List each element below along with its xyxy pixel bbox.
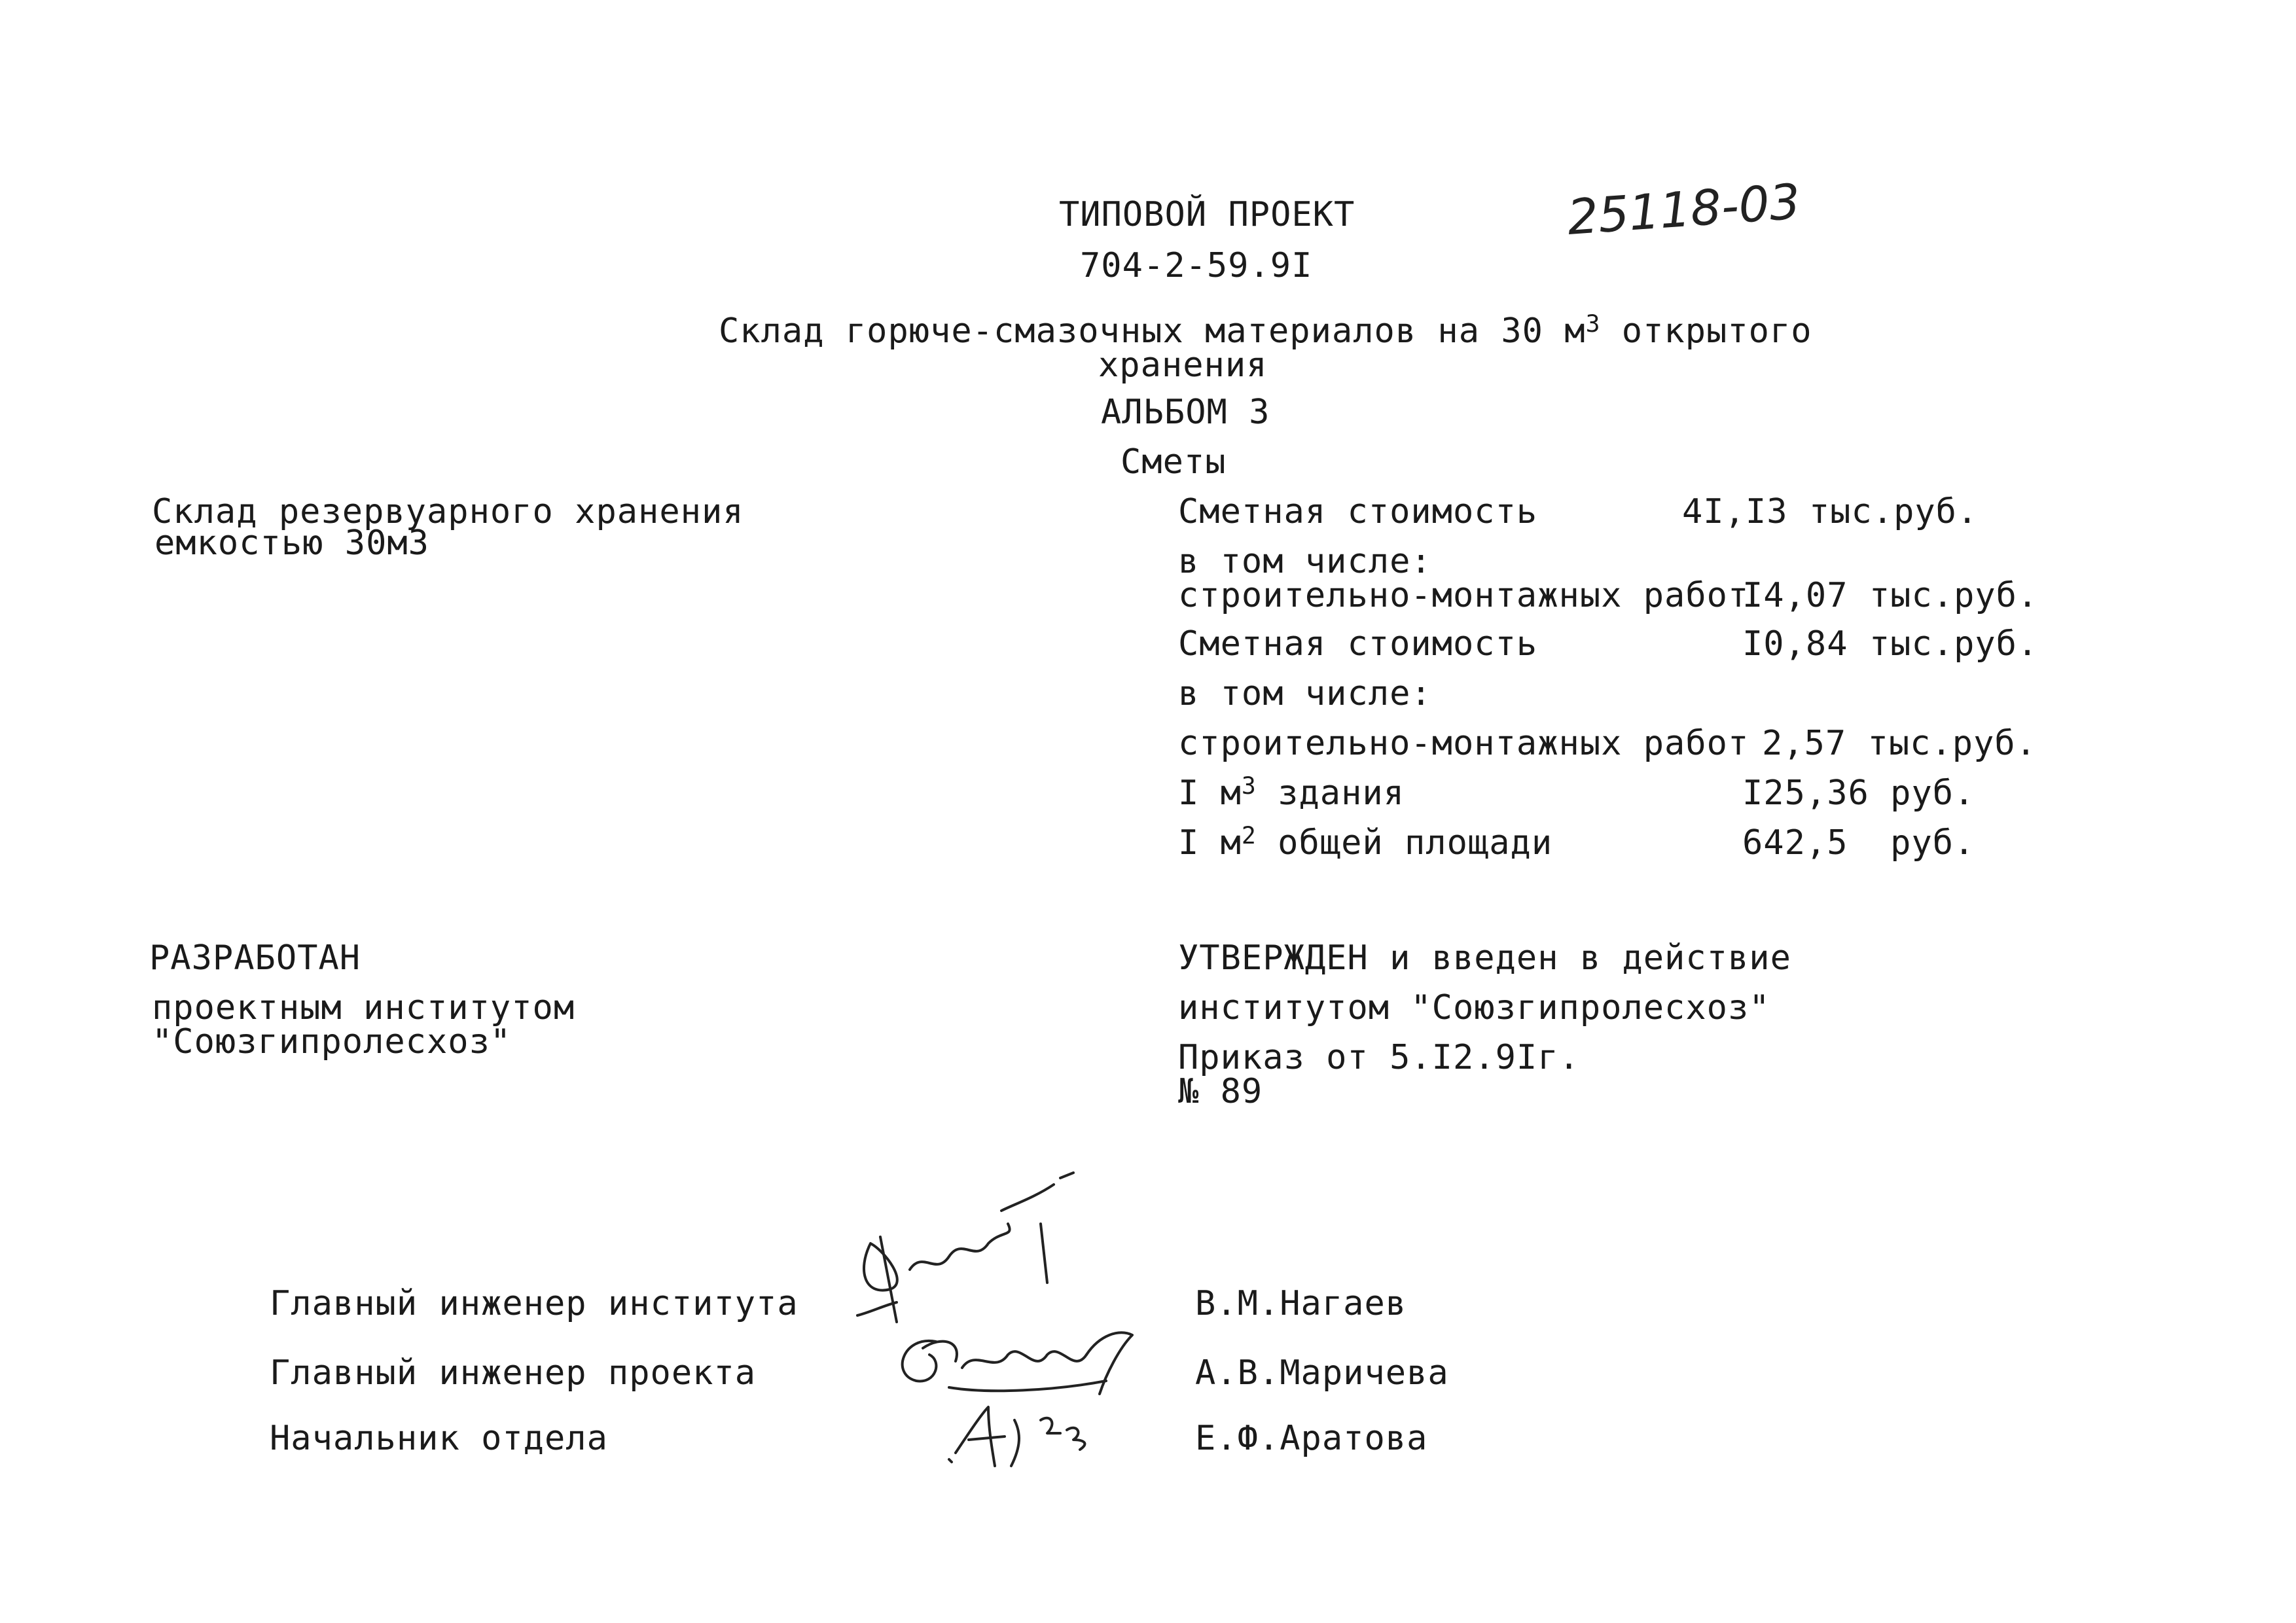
cost-value-5: I25,36 руб. [1742, 774, 1975, 813]
cost-value-6: 642,5 руб. [1742, 823, 1975, 863]
handwritten-signature-1 [844, 1171, 1080, 1342]
signature-position-1: Главный инженер института [270, 1284, 798, 1323]
developed-line2: "Союзгипролесхоз" [152, 1022, 512, 1061]
developed-line1: проектным институтом [152, 988, 575, 1027]
cost-value-1: 4I,I3 тыс.руб. [1682, 492, 1979, 531]
signature-name-2: А.В.Маричева [1195, 1353, 1449, 1393]
album-label: АЛЬБОМ 3 [1101, 393, 1270, 432]
approved-line2: институтом "Союзгипролесхоз" [1178, 988, 1770, 1027]
cost-label-2: строительно-монтажных работ [1178, 576, 1749, 615]
cost-label-1: Сметная стоимость [1178, 492, 1538, 531]
project-type: ТИПОВОЙ ПРОЕКТ [1059, 195, 1355, 234]
including-label-2: в том числе: [1178, 674, 1432, 713]
object-description-line1: Склад резервуарного хранения [152, 492, 744, 531]
including-label-1: в том числе: [1178, 542, 1432, 581]
approved-line3: Приказ от 5.I2.9Iг. [1178, 1038, 1580, 1077]
project-title-line2: хранения [1098, 346, 1268, 385]
signature-position-3: Начальник отдела [270, 1419, 608, 1458]
project-title-line1: Склад горюче-смазочных материалов на 30 $м^3$ открытого [719, 309, 1812, 351]
inventory-number: 25118-03 [1566, 173, 1803, 246]
cost-label-3: Сметная стоимость [1178, 624, 1538, 664]
cost-label-5: I $м^3$ здания [1178, 771, 1405, 813]
cost-value-4: 2,57 тыс.руб. [1762, 724, 2037, 763]
signature-name-1: В.М.Нагаев [1195, 1284, 1407, 1323]
object-description-line2: емкостью 30м3 [154, 524, 429, 563]
handwritten-signature-3 [942, 1394, 1113, 1479]
cost-label-4: строительно-монтажных работ [1178, 724, 1749, 763]
signature-position-2: Главный инженер проекта [270, 1353, 757, 1393]
album-subject: Сметы [1121, 442, 1227, 482]
cost-value-3: I0,84 тыс.руб. [1742, 624, 2039, 664]
approved-line4: № 89 [1178, 1072, 1263, 1111]
project-number: 704-2-59.9I [1080, 246, 1313, 285]
approved-line1: УТВЕРЖДЕН и введен в действие [1178, 938, 1791, 978]
cost-label-6: I $м^2$ общей площади [1178, 821, 1553, 863]
developed-heading: РАЗРАБОТАН [149, 938, 361, 978]
signature-name-3: Е.Ф.Аратова [1195, 1419, 1428, 1458]
cost-value-2: I4,07 тыс.руб. [1742, 576, 2039, 615]
